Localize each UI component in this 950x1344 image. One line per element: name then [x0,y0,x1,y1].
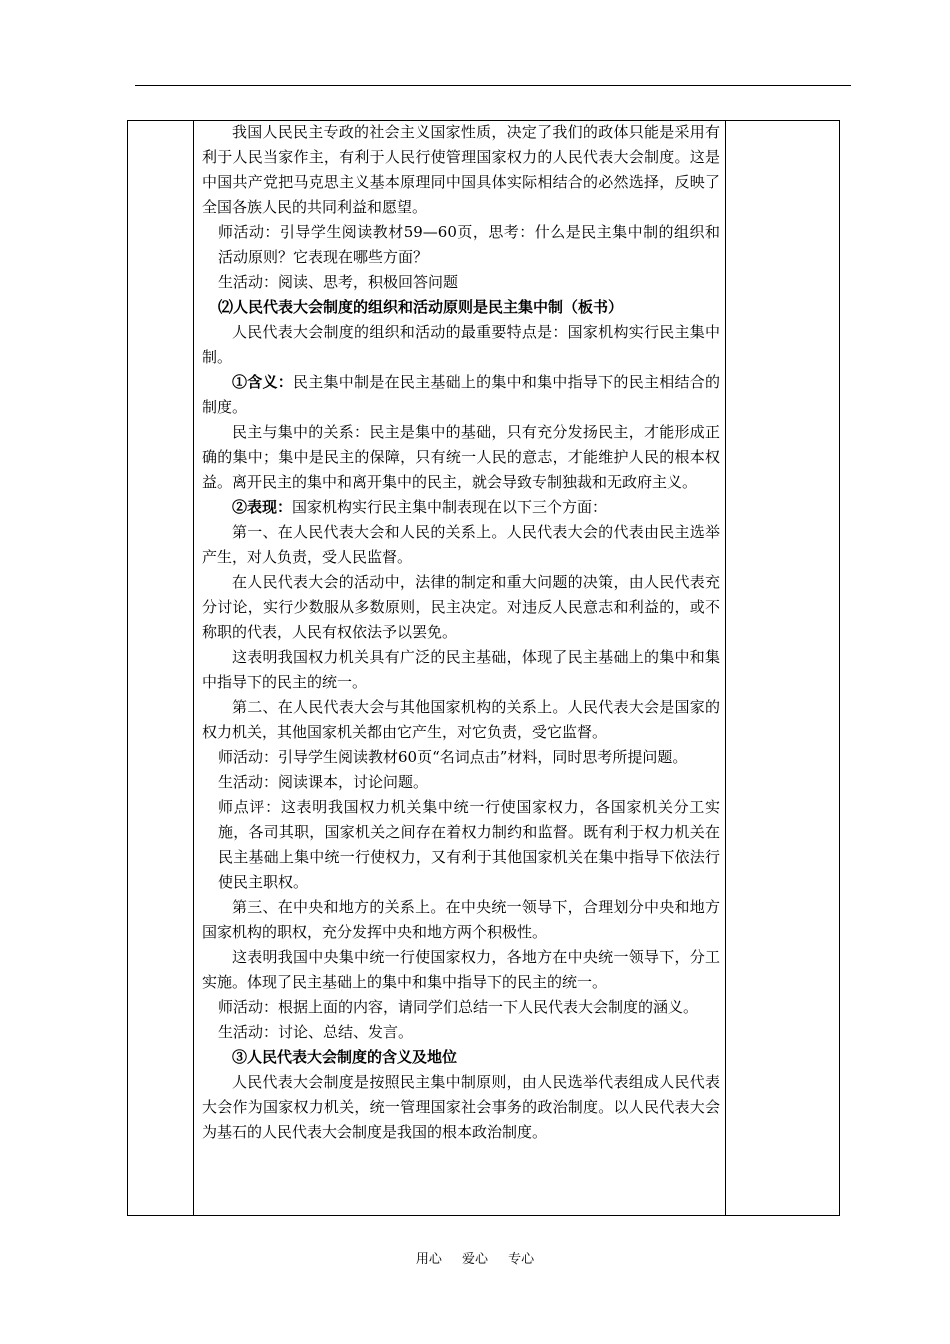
paragraph: 第三、在中央和地方的关系上。在中央统一领导下，合理划分中央和地方国家机构的职权，充分发挥中央和地方两个积极性。 [202,898,720,941]
paragraph: 民主与集中的关系：民主是集中的基础，只有充分发扬民主，才能形成正确的集中；集中是民主的保障，只有统一人民的意志，才能维护人民的根本权益。离开民主的集中和离开集中的民主，就会导致专制独裁和无政府主义。 [202,423,720,491]
footer-word: 用心 [415,1252,442,1267]
paragraph-lead: ②表现： [232,498,293,516]
section-heading: ③人民代表大会制度的含义及地位 [232,1048,458,1066]
paragraph-body: 民主集中制是在民主基础上的集中和集中指导下的民主相结合的制度。 [202,373,720,416]
paragraph-lead: ①含义： [232,373,294,391]
paragraph: 第一、在人民代表大会和人民的关系上。人民代表大会的代表由民主选举产生，对人负责，受人民监督。 [202,523,720,566]
paragraph: 这表明我国中央集中统一行使国家权力，各地方在中央统一领导下，分工实施。体现了民主基础上的集中和集中指导下的民主的统一。 [202,948,720,991]
paragraph: 在人民代表大会的活动中，法律的制定和重大问题的决策，由人民代表充分讨论，实行少数服从多数原则，民主决定。对违反人民意志和利益的，或不称职的代表，人民有权依法予以罢免。 [202,573,720,641]
paragraph: 这表明我国权力机关具有广泛的民主基础，体现了民主基础上的集中和集中指导下的民主的统一。 [202,648,720,691]
paragraph: 人民代表大会制度是按照民主集中制原则，由人民选举代表组成人民代表大会作为国家权力机关，统一管理国家社会事务的政治制度。以人民代表大会为基石的人民代表大会制度是我国的根本政治制度。 [202,1073,720,1141]
paragraph [202,495,720,520]
paragraph: 生活动：阅读、思考，积极回答问题 [218,273,459,291]
header-rule [135,85,851,86]
paragraph [202,370,720,420]
paragraph: 生活动：阅读课本，讨论问题。 [218,773,429,791]
paragraph: 师活动：引导学生阅读教材60页“名词点击”材料，同时思考所提问题。 [218,748,688,766]
paragraph: 师点评：这表明我国权力机关集中统一行使国家权力，各国家机关分工实施，各司其职，国家机关之间存在着权力制约和监督。既有利于权力机关在民主基础上集中统一行使权力，又有利于其他国家机关在集中指导下依法行使民主职权。 [218,798,720,891]
paragraph: 人民代表大会制度的组织和活动的最重要特点是：国家机构实行民主集中制。 [202,323,720,366]
paragraph-body: 国家机构实行民主集中制表现在以下三个方面： [292,498,608,516]
column-divider-left [193,121,194,1215]
page-footer [0,1248,950,1267]
paragraph: 师活动：引导学生阅读教材59—60页，思考：什么是民主集中制的组织和活动原则？它表现在哪些方面？ [218,223,720,266]
section-heading: ⑵人民代表大会制度的组织和活动原则是民主集中制（板书） [218,298,624,316]
paragraph: 我国人民民主专政的社会主义国家性质，决定了我们的政体只能是采用有利于人民当家作主，有利于人民行使管理国家权力的人民代表大会制度。这是中国共产党把马克思主义基本原理同中国具体实际相结合的必然选择，反映了全国各族人民的共同利益和愿望。 [202,123,720,216]
footer-word: 专心 [508,1252,535,1267]
paragraph: 第二、在人民代表大会与其他国家机构的关系上。人民代表大会是国家的权力机关，其他国家机关都由它产生，对它负责，受它监督。 [202,698,720,741]
paragraph: 生活动：讨论、总结、发言。 [218,1023,414,1041]
lesson-content [202,120,720,1145]
paragraph: 师活动：根据上面的内容，请同学们总结一下人民代表大会制度的涵义。 [218,998,699,1016]
column-divider-right [725,121,726,1215]
footer-word: 爱心 [461,1252,488,1267]
